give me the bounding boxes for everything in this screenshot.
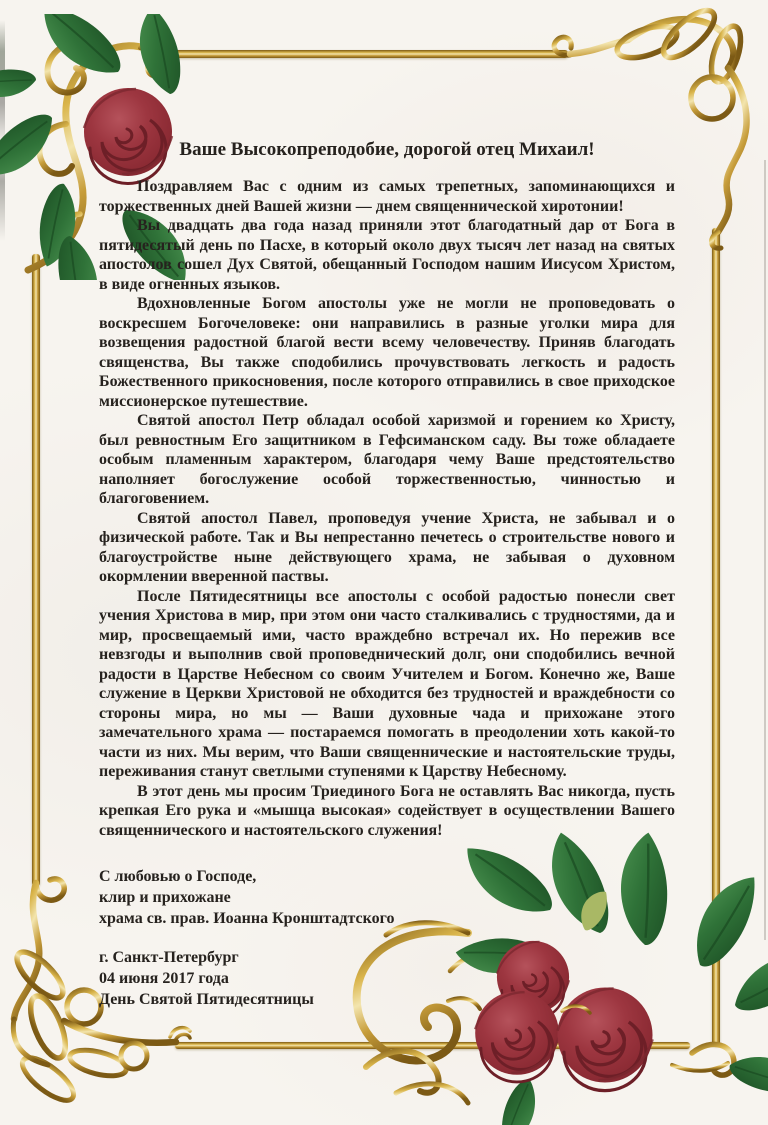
feast-line: День Святой Пятидесятницы [99, 991, 314, 1008]
letter-paragraph-5: Святой апостол Павел, проповедуя учение Христа, не забывал и о физической работе. Так и Вы непрестанно печетесь о строительстве нового и благоустройстве ныне действующего храма, не забывая о духовном окормлении вверенной паствы. [99, 509, 675, 585]
place-date-block [99, 947, 675, 1010]
closing-line-2: клир и прихожане [99, 889, 231, 906]
date-line: 04 июня 2017 года [99, 970, 229, 987]
letter-paragraph-4: Святой апостол Петр обладал особой харизмой и горением ко Христу, был ревностным Его защитником в Гефсиманском саду. Вы тоже обладаете особым пламенным характером, благодаря чему Ваше предстоятельство наполняет богослужение особой торжественностью, чинностью и благоговением. [99, 412, 675, 507]
letter-paragraph-7: В этот день мы просим Триединого Бога не оставлять Вас никогда, пусть крепкая Его рука и «мышца высокая» содействует в осуществлении Вашего священнического и настоятельского служения! [99, 782, 675, 839]
letter-paragraph-2: Вы двадцать два года назад приняли этот благодатный дар от Бога в пятидесятый день по Пасхе, в который около двух тысяч лет назад на святых апостолов сошел Дух Святой, обещанный Господом нашим Иисусом Христом, в виде огненных языков. [99, 217, 675, 293]
letter-paragraph-6: После Пятидесятницы все апостолы с особой радостью понесли свет учения Христова в мир, при этом они часто сталкивались с трудностями, да и мир, просвещаемый ими, часто враждебно встречал их. Но пережив все невзгоды и выполнив свой проповеднический долг, они сподобились вечной радости в Царстве Небесном со своим Учителем и Богом. Конечно же, Ваше служение в Церкви Христовой не обходится без трудностей и враждебности со стороны мира, но мы — Ваши духовные чада и прихожане этого замечательного храма — постараемся помогать в преодолении хоть какой-то части из них. Мы верим, что Ваши священнические и настоятельские труды, переживания станут светлыми ступенями к Царству Небесному. [99, 587, 675, 780]
closing-line-3: храма св. прав. Иоанна Кронштадтского [99, 910, 395, 927]
closing-line-1: С любовью о Господе, [99, 868, 257, 885]
closing-block [99, 866, 675, 929]
gold-frame-left-border [32, 254, 40, 886]
letter-paragraph-3: Вдохновленные Богом апостолы уже не могли не проповедовать о воскресшем Богочеловеке: они направились в разные уголки мира для возвещения радостной благой вести всему человечеству. Приняв благодать священства, Вы также сподобились прочувствовать легкость и радость Божественного прикосновения, после которого отправились в свое приходское миссионерское путешествие. [99, 295, 675, 410]
letter-body [99, 138, 675, 1010]
place-line: г. Санкт-Петербург [99, 949, 239, 966]
letter-paragraph-1: Поздравляем Вас с одним из самых трепетных, запоминающихся и торжественных дней Вашей жизни — днем священнической хиротонии! [99, 178, 675, 215]
salutation: Ваше Высокопреподобие, дорогой отец Михаил! [179, 139, 595, 160]
